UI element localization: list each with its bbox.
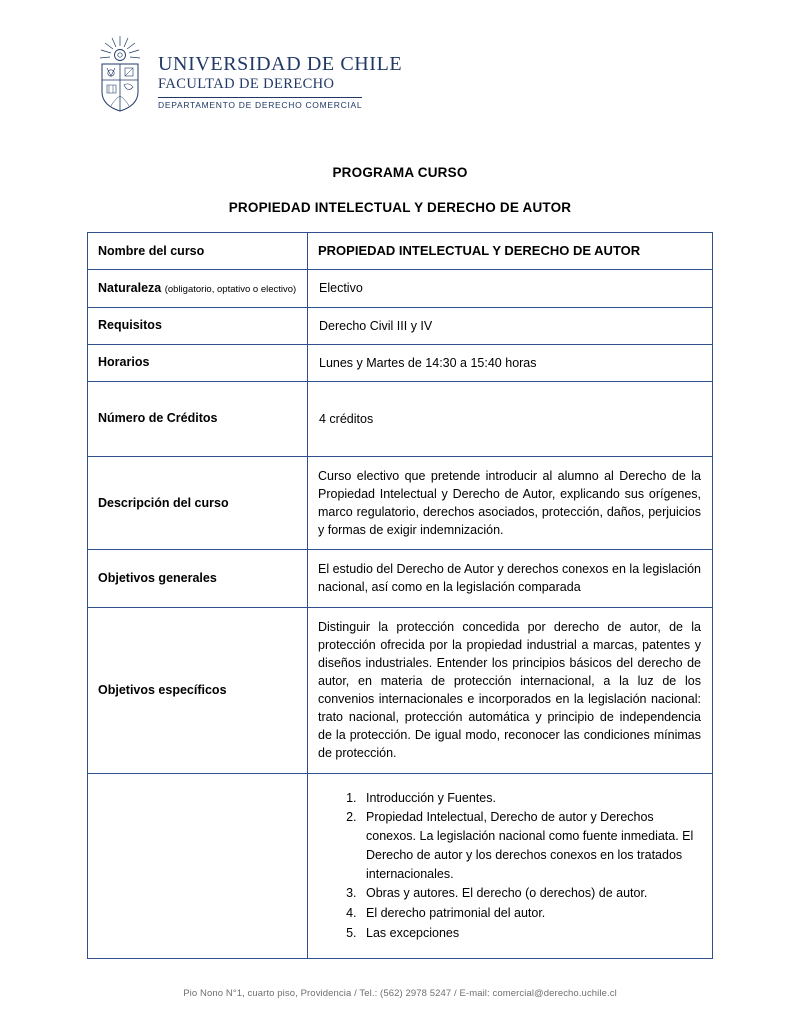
row-label-objetivos-generales: [88, 550, 308, 607]
label-text: Objetivos generales: [98, 570, 217, 585]
page-subtitle: PROPIEDAD INTELECTUAL Y DERECHO DE AUTOR: [228, 199, 572, 215]
row-label-requisitos: [88, 307, 308, 344]
label-text: Naturaleza: [98, 281, 162, 296]
row-value-descripcion-del-curso: Curso electivo que pretende introducir al alumno al Derecho de la Propiedad Intelectual y Derecho de Autor, explicando sus orígenes, marco regulatorio, derechos asociados, protección, daños, perjuicios y formas de exigir indemnización.: [308, 456, 713, 550]
row-label-numero-de-creditos: [88, 381, 308, 456]
row-value-nombre-del-curso: PROPIEDAD INTELECTUAL Y DERECHO DE AUTOR: [308, 232, 713, 270]
list-item: 4. El derecho patrimonial del autor.: [360, 904, 703, 923]
label-text: Objetivos específicos: [98, 682, 227, 697]
table-row: [88, 607, 713, 773]
table-row: [88, 232, 713, 270]
university-wordmark: [158, 34, 402, 113]
table-row: [88, 307, 713, 344]
table-row: [88, 456, 713, 550]
list-item: 5. Las excepciones: [360, 924, 703, 943]
label-text: Descripción del curso: [98, 495, 229, 510]
page-footer: Pio Nono N°1, cuarto piso, Providencia / Tel.: (562) 2978 5247 / E-mail: comercial@derecho.uchile.cl: [183, 988, 617, 999]
row-label-naturaleza: [88, 270, 308, 307]
label-subtext: (obligatorio, optativo o electivo): [164, 284, 297, 296]
row-value-numero-de-creditos: 4 créditos: [308, 381, 713, 456]
table-row-contents: [88, 773, 713, 958]
table-row: [88, 344, 713, 381]
list-item: 2. Propiedad Intelectual, Derecho de autor y Derechos conexos. La legislación nacional como fuente inmediata. El Derecho de autor y los derechos conexos en los tratados internacionales.: [360, 808, 703, 883]
list-item: 3. Obras y autores. El derecho (o derechos) de autor.: [360, 884, 703, 903]
label-text: Requisitos: [98, 318, 162, 333]
row-value-objetivos-generales: El estudio del Derecho de Autor y derechos conexos en la legislación nacional, así como en la legislación comparada: [308, 550, 713, 607]
department-name: DEPARTAMENTO DE DERECHO COMERCIAL: [158, 97, 362, 112]
row-value-naturaleza: Electivo: [308, 270, 713, 307]
document-header: [0, 0, 800, 113]
label-text: Número de Créditos: [98, 411, 218, 426]
table-row: [88, 270, 713, 307]
row-label-objetivos-especificos: [88, 607, 308, 773]
faculty-name: FACULTAD DE DERECHO: [158, 76, 335, 92]
row-value-requisitos: Derecho Civil III y IV: [308, 307, 713, 344]
row-label-descripcion-del-curso: [88, 456, 308, 550]
university-name: UNIVERSIDAD DE CHILE: [158, 53, 403, 75]
row-label-contenidos: [88, 773, 308, 958]
row-value-contenidos: [308, 773, 713, 958]
program-table: [87, 232, 713, 959]
table-row: [88, 550, 713, 607]
label-text: Nombre del curso: [98, 243, 205, 258]
row-value-horarios: Lunes y Martes de 14:30 a 15:40 horas: [308, 344, 713, 381]
label-text: Horarios: [98, 355, 150, 370]
row-value-objetivos-especificos: Distinguir la protección concedida por derecho de autor, de la protección ofrecida por la propiedad industrial a marcas, patentes y diseños industriales. Entender los principios básicos del derecho de autor, en materia de protección internacional, a la luz de los convenios internacionales e incorporados en la legislación nacional: trato nacional, protección automática y principio de independencia de la protección. De igual modo, reconocer las condiciones mínimas de protección.: [308, 607, 713, 773]
page-title: PROGRAMA CURSO: [332, 164, 468, 180]
university-crest-icon: [92, 34, 148, 112]
row-label-nombre-del-curso: [88, 232, 308, 270]
row-label-horarios: [88, 344, 308, 381]
list-item: 1. Introducción y Fuentes.: [360, 789, 703, 808]
table-row: [88, 381, 713, 456]
contents-list: [318, 789, 703, 943]
